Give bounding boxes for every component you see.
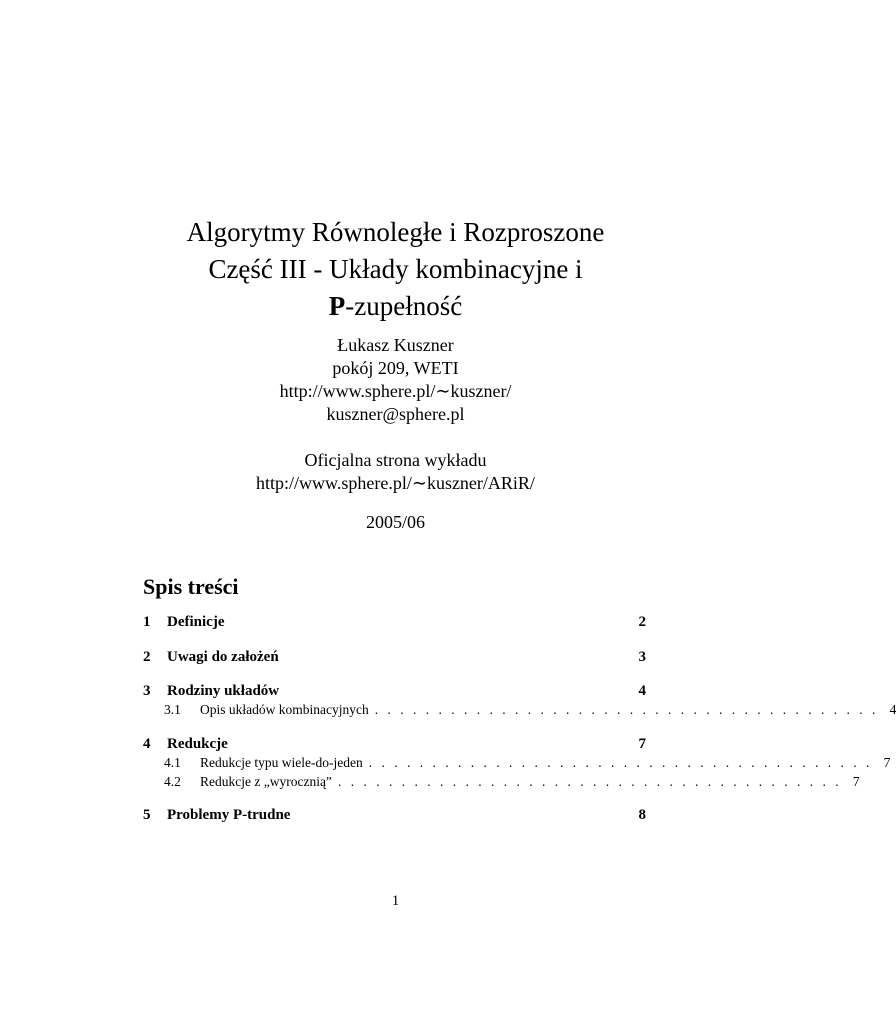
toc-section-number: 4 bbox=[143, 736, 151, 752]
toc-section-label: Uwagi do założeń bbox=[167, 649, 279, 665]
document-title bbox=[0, 214, 791, 325]
toc-section-label: Problemy P-trudne bbox=[167, 807, 291, 823]
toc-section-page: 4 bbox=[638, 683, 646, 699]
author-homepage[interactable]: http://www.sphere.pl/∼kuszner/ bbox=[279, 381, 512, 401]
toc-subsection-page: 4 bbox=[889, 702, 896, 717]
toc-subsection-label: Redukcje typu wiele-do-jeden bbox=[200, 755, 363, 770]
toc-subsection-number: 4.2 bbox=[164, 774, 181, 789]
course-block bbox=[0, 449, 791, 495]
toc-section-number: 5 bbox=[143, 807, 151, 823]
toc-subsection-label: Opis układów kombinacyjnych bbox=[200, 702, 369, 717]
toc-section-page: 2 bbox=[638, 614, 646, 630]
author-block bbox=[0, 334, 791, 426]
toc-subsection-4-2[interactable] bbox=[164, 773, 860, 791]
title-line-1: Algorytmy Równoległe i Rozproszone bbox=[186, 217, 605, 247]
toc-subsection-label: Redukcje z „wyrocznią” bbox=[200, 774, 332, 789]
toc-leader-dots: . . . . . . . . . . . . . . . . . . . . . . . . . . . . . . . . . . . . . . . . bbox=[337, 774, 842, 789]
toc-section-label: Definicje bbox=[167, 614, 225, 630]
author-room: pokój 209, WETI bbox=[332, 358, 459, 378]
toc-subsection-3-1[interactable] bbox=[164, 701, 896, 719]
toc-subsection-page: 7 bbox=[883, 755, 891, 770]
title-line-3-rest: -zupełność bbox=[345, 291, 463, 321]
toc-subsection-number: 4.1 bbox=[164, 755, 181, 770]
toc-section-number: 1 bbox=[143, 614, 151, 630]
author-email[interactable]: kuszner@sphere.pl bbox=[326, 404, 465, 424]
toc-section-label: Rodziny układów bbox=[167, 683, 280, 699]
toc-section-5[interactable] bbox=[143, 805, 646, 825]
toc-subsection-4-1[interactable] bbox=[164, 754, 891, 772]
toc-section-2[interactable] bbox=[143, 647, 646, 667]
author-name: Łukasz Kuszner bbox=[337, 335, 454, 355]
toc-section-page: 7 bbox=[638, 736, 646, 752]
page-number: 1 bbox=[391, 893, 400, 909]
toc-section-3[interactable] bbox=[143, 681, 646, 701]
toc-subsection-number: 3.1 bbox=[164, 702, 181, 717]
toc-section-number: 3 bbox=[143, 683, 151, 699]
course-label: Oficjalna strona wykładu bbox=[304, 450, 487, 470]
toc-section-number: 2 bbox=[143, 649, 151, 665]
toc-section-4[interactable] bbox=[143, 734, 646, 754]
title-line-3 bbox=[0, 288, 791, 325]
toc-section-label: Redukcje bbox=[167, 736, 228, 752]
toc-leader-dots: . . . . . . . . . . . . . . . . . . . . . . . . . . . . . . . . . . . . . . . . bbox=[368, 755, 873, 770]
title-bold-p: P bbox=[328, 291, 346, 321]
title-line-2: Część III - Układy kombinacyjne i bbox=[208, 254, 583, 284]
toc-section-1[interactable] bbox=[143, 612, 646, 632]
toc-section-page: 3 bbox=[638, 649, 646, 665]
toc-section-page: 8 bbox=[638, 807, 646, 823]
toc-subsection-page: 7 bbox=[852, 774, 860, 789]
toc-heading: Spis treści bbox=[143, 574, 239, 599]
toc-leader-dots: . . . . . . . . . . . . . . . . . . . . . . . . . . . . . . . . . . . . . . . . bbox=[374, 702, 879, 717]
course-url[interactable]: http://www.sphere.pl/∼kuszner/ARiR/ bbox=[256, 473, 535, 493]
document-date: 2005/06 bbox=[365, 512, 425, 532]
